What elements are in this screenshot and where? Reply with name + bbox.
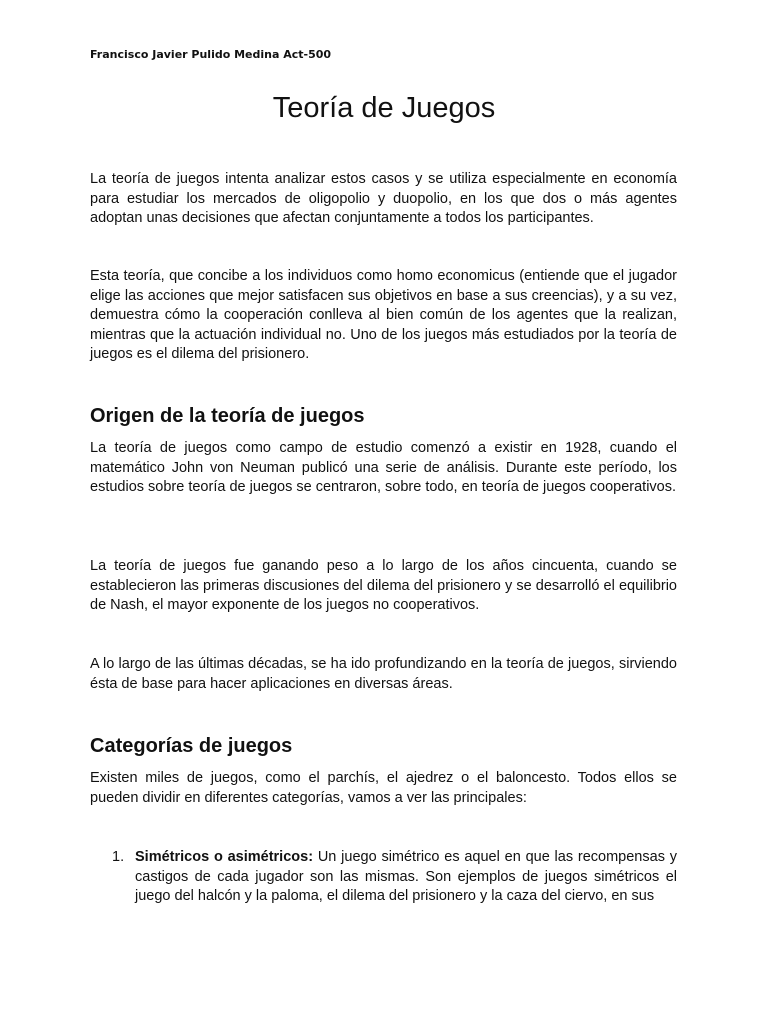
- list-item-term: Simétricos o asimétricos:: [135, 849, 314, 865]
- section-heading-categories: Categorías de juegos: [90, 735, 293, 757]
- origin-paragraph-3: A lo largo de las últimas décadas, se ha ido profundizando en la teoría de juegos, sirviendo ésta de base para hacer aplicaciones en diversas áreas.: [90, 656, 677, 692]
- intro-paragraph-2: Esta teoría, que concibe a los individuos como homo economicus (entiende que el jugador elige las acciones que mejor satisfacen sus objetivos en base a sus creencias), y a su vez, demuestra cómo la cooperación conlleva al bien común de los agentes que la realizan, mientras que la actuación individual no. Uno de los juegos más estudiados por la teoría de juegos es el dilema del prisionero.: [90, 268, 677, 362]
- list-item-number: 1.: [112, 849, 125, 865]
- categories-intro: Existen miles de juegos, como el parchís, el ajedrez o el baloncesto. Todos ellos se pueden dividir en diferentes categorías, vamos a ver las principales:: [90, 770, 677, 806]
- list-item-text: Un juego simétrico es aquel en que las recompensas y castigos de cada jugador son las mismas. Son ejemplos de juegos simétricos el juego del halcón y la paloma, el dilema del prisionero y la caza del ciervo, en sus: [135, 849, 677, 904]
- list-item: [90, 848, 677, 907]
- page-title: Teoría de Juegos: [272, 92, 496, 124]
- origin-paragraph-2: La teoría de juegos fue ganando peso a lo largo de los años cincuenta, cuando se establecieron las primeras discusiones del dilema del prisionero y se desarrolló el equilibrio de Nash, el mayor exponente de los juegos no cooperativos.: [90, 558, 677, 613]
- section-heading-origin: Origen de la teoría de juegos: [90, 405, 365, 427]
- categories-list: [90, 848, 677, 907]
- intro-paragraph-1: La teoría de juegos intenta analizar estos casos y se utiliza especialmente en economía para estudiar los mercados de oligopolio y duopolio, en los que dos o más agentes adoptan unas decisiones que afectan conjuntamente a todos los participantes.: [90, 171, 677, 226]
- author-line: Francisco Javier Pulido Medina Act-500: [90, 48, 332, 61]
- origin-paragraph-1: La teoría de juegos como campo de estudio comenzó a existir en 1928, cuando el matemático John von Neuman publicó una serie de análisis. Durante este período, los estudios sobre teoría de juegos se centraron, sobre todo, en teoría de juegos cooperativos.: [90, 440, 677, 495]
